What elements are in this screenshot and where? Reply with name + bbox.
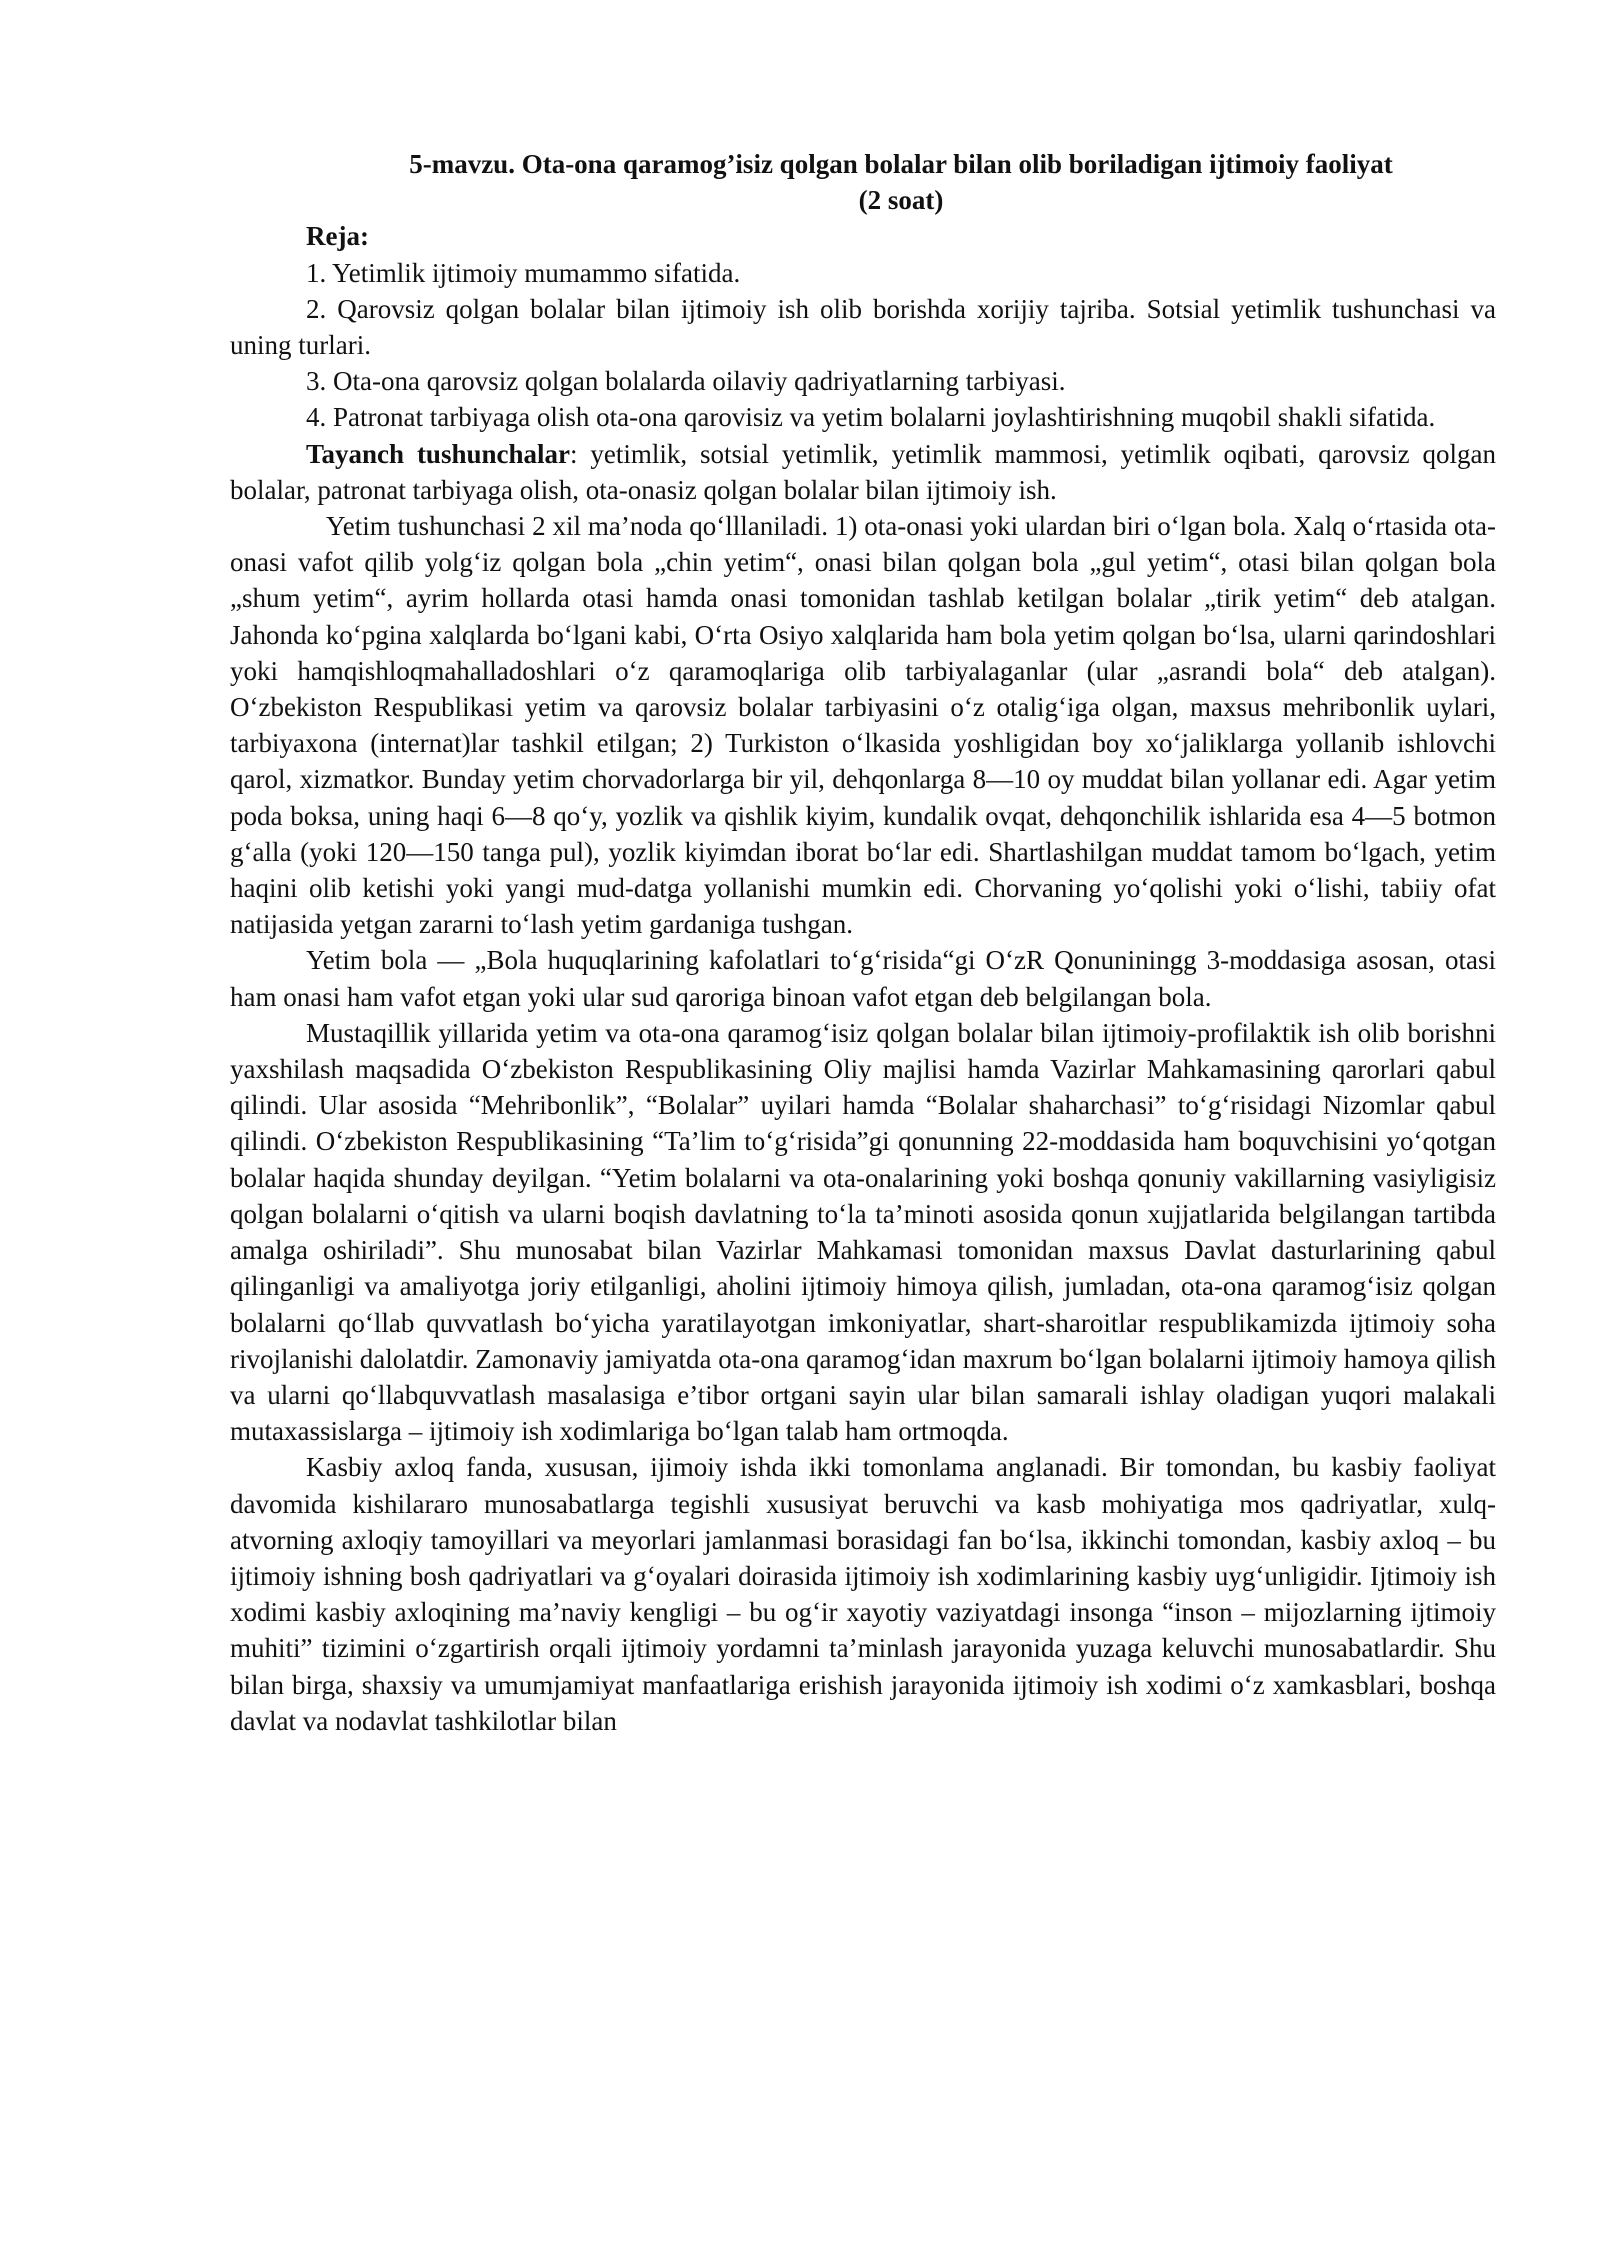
plan-item-2: 2. Qarovsiz qolgan bolalar bilan ijtimoiy ish olib borishda xorijiy tajriba. Sotsial yetimlik tushunchasi va uning turlari. — [230, 293, 1496, 361]
body-paragraph-yetim-definition: Yetim tushunchasi 2 xil ma’noda qo‘lllaniladi. 1) ota-onasi yoki ulardan biri o‘lgan bola. Xalq o‘rtasida ota-onasi vafot qilib yolg‘iz qolgan bola „chin yetim“, onasi bilan qolgan bola „gul yetim“, otasi bilan qolgan bola „shum yetim“, ayrim hollarda otasi hamda onasi tomonidan tashlab ketilgan bolalar „tirik yetim“ deb atalgan. Jahonda ko‘pgina xalqlarda bo‘lgani kabi, O‘rta Osiyo xalqlarida ham bola yetim qolgan bo‘lsa, ularni qarindoshlari yoki hamqishloqmahalladoshlari o‘z qaramoqlariga olib tarbiyalaganlar (ular „asrandi bola“ deb atalgan). O‘zbekiston Respublikasi yetim va qarovsiz bolalar tarbiyasini o‘z otalig‘iga olgan, maxsus mehribonlik uylari, tarbiyaxona (internat)lar tashkil etilgan; 2) Turkiston o‘lkasida yoshligidan boy xo‘jaliklarga yollanib ishlovchi qarol, xizmatkor. Bunday yetim chorvadorlarga bir yil, dehqonlarga 8—10 oy muddat bilan yollanar edi. Agar yetim poda boksa, uning haqi 6—8 qo‘y, yozlik va qishlik kiyim, kundalik ovqat, dehqonchilik ishlarida esa 4—5 botmon g‘alla (yoki 120—150 tanga pul), yozlik kiyimdan iborat bo‘lar edi. Shartlashilgan muddat tamom bo‘lgach, yetim haqini olib ketishi yoki yangi mud-datga yollanishi mumkin edi. Chorvaning yo‘qolishi yoki o‘lishi, tabiiy ofat natijasida yetgan zararni to‘lash yetim gardaniga tushgan. — [230, 511, 1496, 940]
plan-item-4: 4. Patronat tarbiyaga olish ota-ona qarovisiz va yetim bolalarni joylashtirishning muqobil shakli sifatida. — [306, 402, 1436, 433]
key-terms-label: Tayanch tushunchalar — [306, 438, 570, 469]
body-paragraph-kasbiy-axloq: Kasbiy axloq fanda, xususan, ijimoiy ishda ikki tomonlama anglanadi. Bir tomondan, bu kasbiy faoliyat davomida kishilararo munosabatlarga tegishli xususiyat beruvchi va kasb mohiyatiga mos qadriyatlar, xulq-atvorning axloqiy tamoyillari va meyorlari jamlanmasi borasidagi fan bo‘lsa, ikkinchi tomondan, kasbiy axloq – bu ijtimoiy ishning bosh qadriyatlari va g‘oyalari doirasida ijtimoiy ish xodimlarining kasbiy uyg‘unligidir. Ijtimoiy ish xodimi kasbiy axloqining ma’naviy kengligi – bu og‘ir xayotiy vaziyatdagi insonga “inson – mijozlarning ijtimoiy muhiti” tizimini o‘zgartirish orqali ijtimoiy yordamni ta’minlash jarayonida yuzaga keluvchi munosabatlardir. Shu bilan birga, shaxsiy va umumjamiyat manfaatlariga erishish jarayonida ijtimoiy ish xodimi o‘z xamkasblari, boshqa davlat va nodavlat tashkilotlar bilan — [230, 1452, 1496, 1736]
title-line-1: 5-mavzu. Ota-ona qaramog’isiz qolgan bolalar bilan olib boriladigan ijtimoiy faoliyat — [409, 149, 1393, 179]
body-paragraph-mustaqillik: Mustaqillik yillarida yetim va ota-ona qaramog‘isiz qolgan bolalar bilan ijtimoiy-profilaktik ish olib borishni yaxshilash maqsadida O‘zbekiston Respublikasining Oliy majlisi hamda Vazirlar Mahkamasining qarorlari qabul qilindi. Ular asosida “Mehribonlik”, “Bolalar” uyilari hamda “Bolalar shaharchasi” to‘g‘risidagi Nizomlar qabul qilindi. O‘zbekiston Respublikasining “Ta’lim to‘g‘risida”gi qonunning 22-moddasida ham boquvchisini yo‘qotgan bolalar haqida shunday deyilgan. “Yetim bolalarni va ota-onalarining yoki boshqa qonuniy vakillarning vasiyligisiz qolgan bolalarni o‘qitish va ularni boqish davlatning to‘la ta’minoti asosida qonun xujjatlarida belgilangan tartibda amalga oshiriladi”. Shu munosabat bilan Vazirlar Mahkamasi tomonidan maxsus Davlat dasturlarining qabul qilinganligi va amaliyotga joriy etilganligi, aholini ijtimoiy himoya qilish, jumladan, ota-ona qaramog‘isiz qolgan bolalarni qo‘llab quvvatlash bo‘yicha yaratilayotgan imkoniyatlar, shart-sharoitlar respublikamizda ijtimoiy soha rivojlanishi dalolatdir. Zamonaviy jamiyatda ota-ona qaramog‘idan maxrum bo‘lgan bolalarni ijtimoiy hamoya qilish va ularni qo‘llabquvvatlash masalasiga e’tibor ortgani sayin ular bilan samarali ishlay oladigan yuqori malakali mutaxassislarga – ijtimoiy ish xodimlariga bo‘lgan talab ham ortmoqda. — [230, 1017, 1496, 1447]
plan-item-3: 3. Ota-ona qarovsiz qolgan bolalarda oilaviy qadriyatlarning tarbiyasi. — [306, 366, 1066, 397]
plan-item-1: 1. Yetimlik ijtimoiy mumammo sifatida. — [306, 257, 741, 288]
document-title — [230, 146, 1496, 218]
key-terms-paragraph — [230, 436, 1496, 508]
body-paragraph-yetim-bola: Yetim bola — „Bola huquqlarining kafolatlari to‘g‘risida“gi O‘zR Qonuniningg 3-moddasiga asosan, otasi ham onasi ham vafot etgan yoki ular sud qaroriga binoan vafot etgan deb belgilangan bola. — [230, 945, 1496, 1012]
plan-heading: Reja: — [306, 221, 369, 252]
title-line-2: (2 soat) — [858, 185, 944, 216]
document-page — [230, 146, 1496, 1739]
key-terms-text: : yetimlik, sotsial yetimlik, yetimlik mammosi, yetimlik oqibati, qarovsiz qolgan bolalar, patronat tarbiyaga olish, ota-onasiz qolgan bolalar bilan ijtimoiy ish. — [230, 438, 1496, 505]
